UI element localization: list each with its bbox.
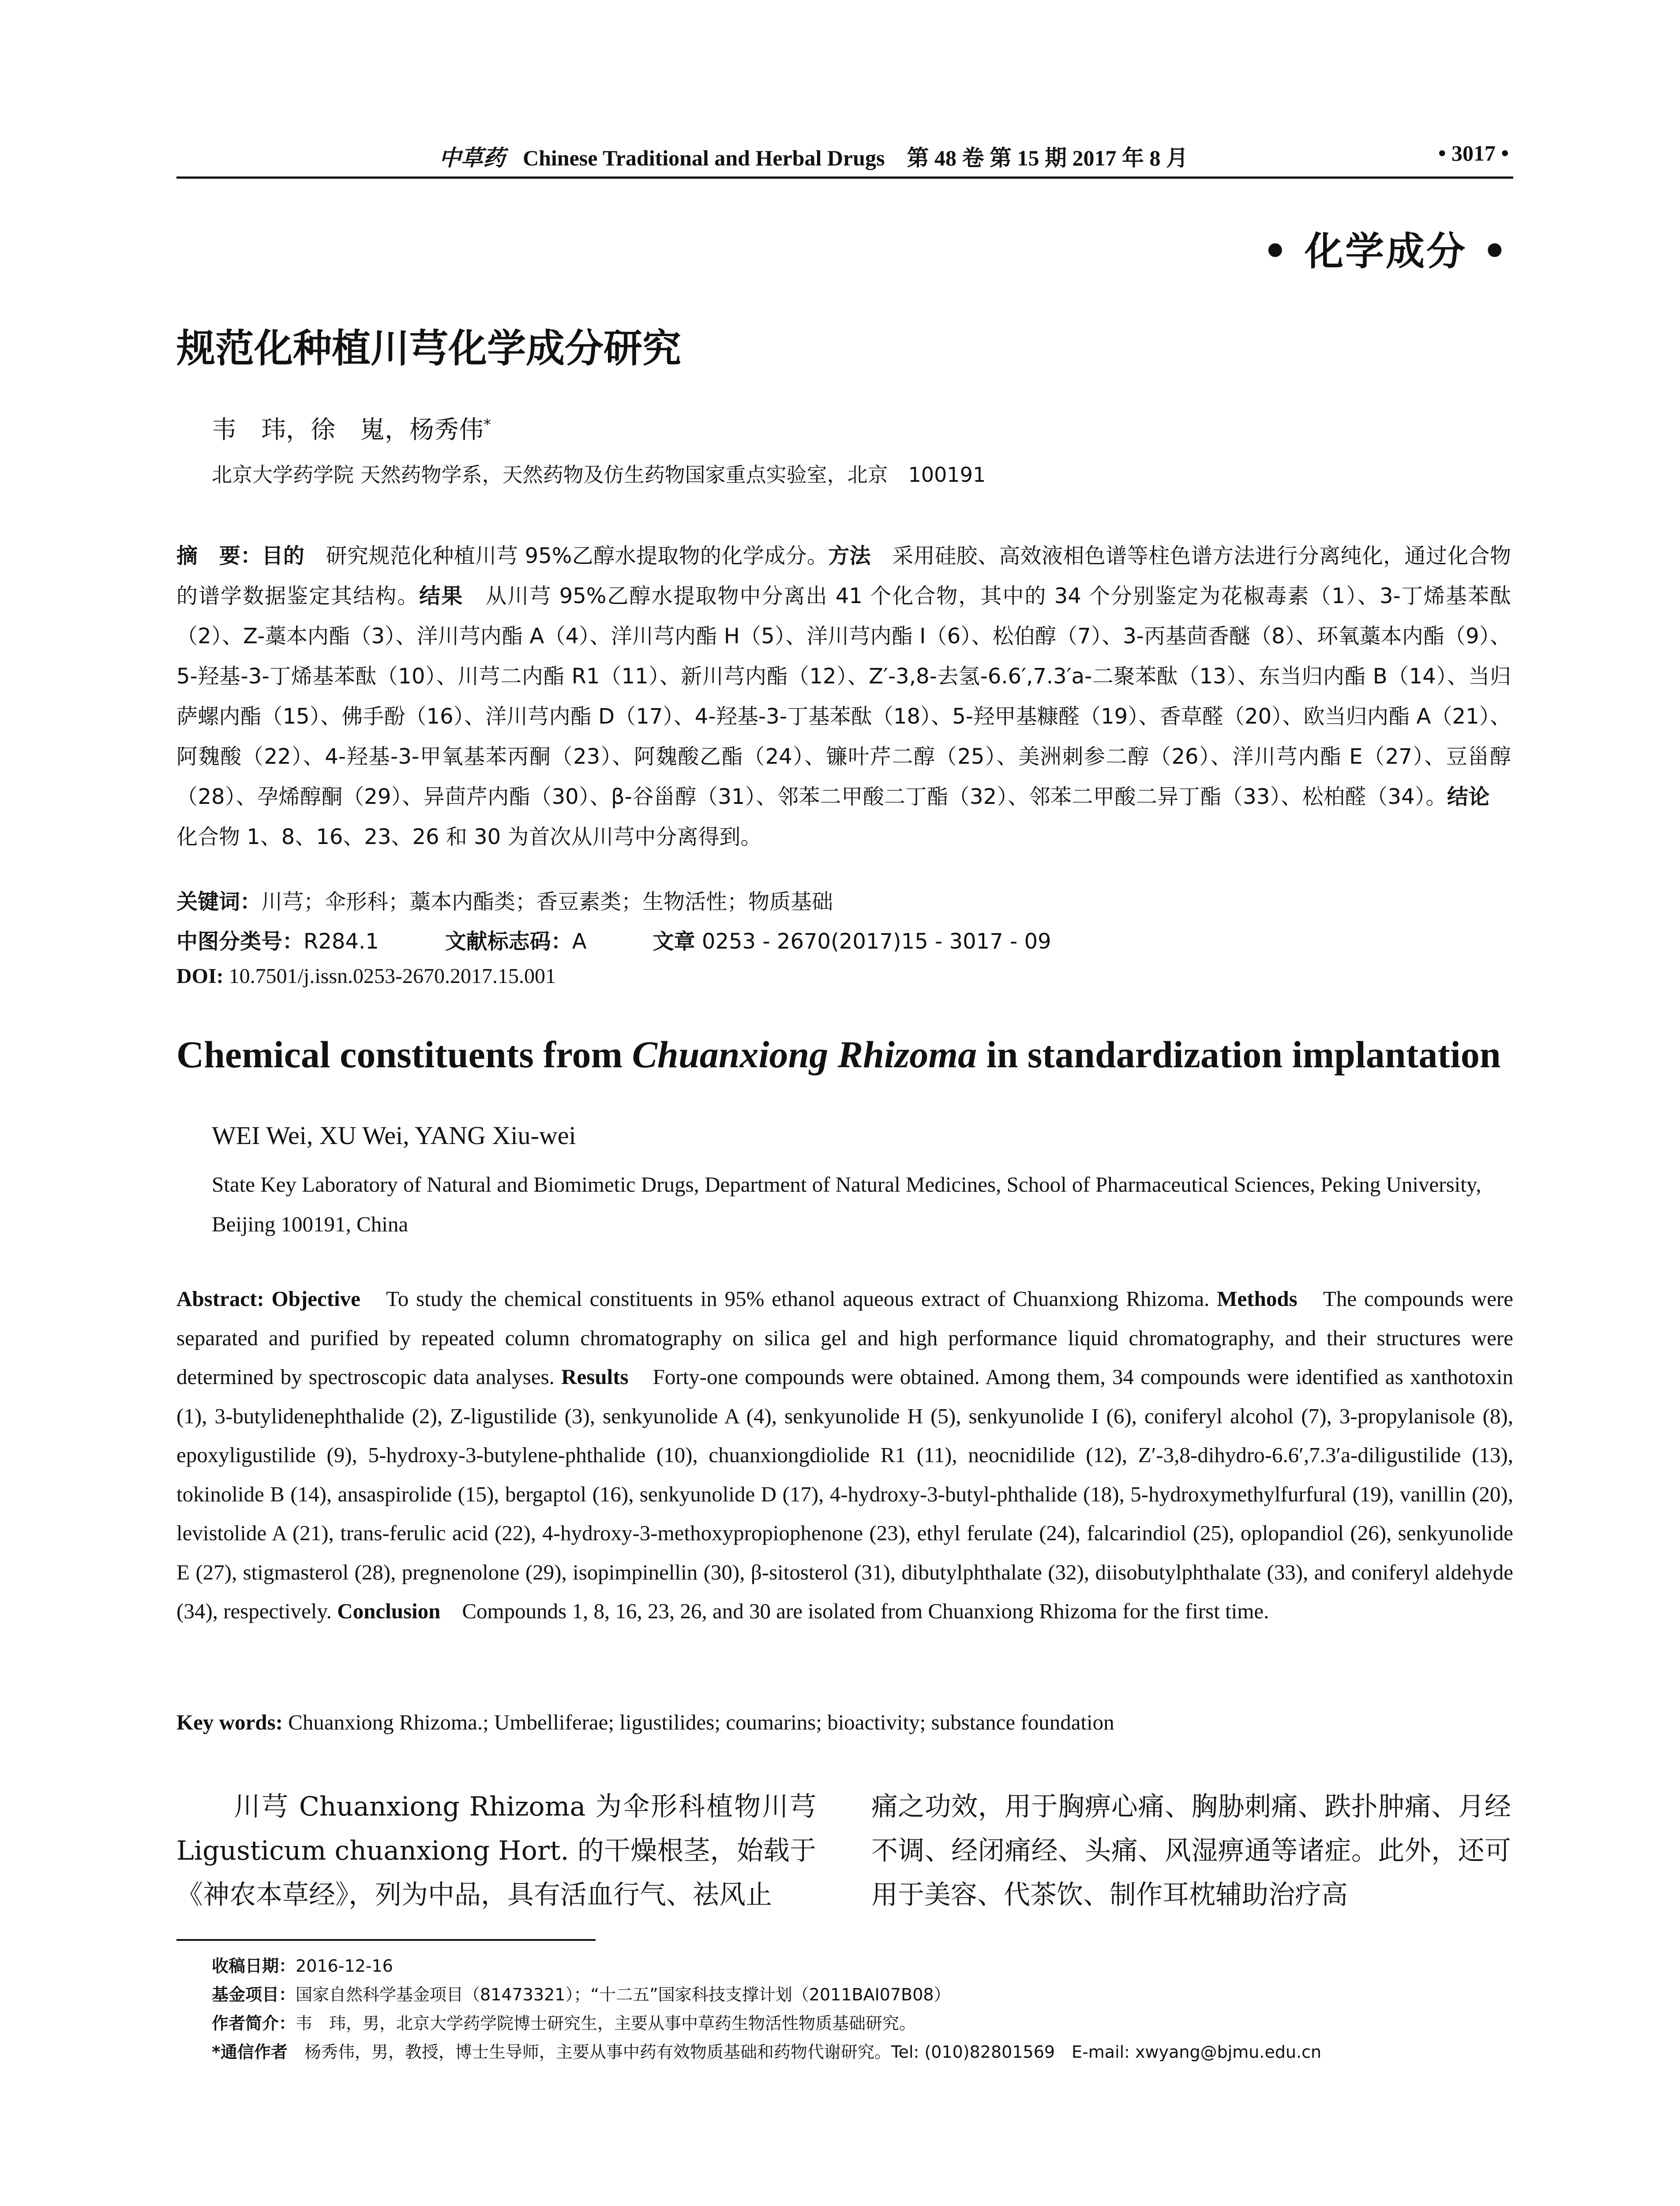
abstract-cn xyxy=(176,536,1511,857)
abstract-cn-result-label: 结果 xyxy=(419,584,464,608)
fund-value: 国家自然科学基金项目（81473321）；“十二五”国家科技支撑计划（2011BAI07B08） xyxy=(296,1985,951,2004)
abstract-cn-concl-label: 结论 xyxy=(1447,784,1490,809)
article-label: 文章 xyxy=(652,929,695,954)
keywords-en-text: Chuanxiong Rhizoma.; Umbelliferae; ligustilides; coumarins; bioactivity; substance foundation xyxy=(282,1710,1114,1734)
abstract-cn-method: 采用硅胶、高效液相色谱等柱色谱方法进行分离纯化，通过化合物的谱学数据鉴定其结构。 xyxy=(176,544,1511,608)
footnote-bio xyxy=(212,2010,916,2034)
keywords-en-label: Key words: xyxy=(176,1710,283,1734)
abstract-en-obj: To study the chemical constituents in 95% ethanol aqueous extract of Chuanxiong Rhizoma. xyxy=(360,1287,1217,1311)
doi-value: 10.7501/j.issn.0253-2670.2017.15.001 xyxy=(223,964,556,988)
abstract-cn-obj-label: 目的 xyxy=(262,544,305,568)
abstract-cn-method-label: 方法 xyxy=(828,544,871,568)
doc-value: A xyxy=(572,929,587,954)
keywords-en xyxy=(176,1710,1114,1735)
title-cn: 规范化种植川芎化学成分研究 xyxy=(176,326,682,371)
abstract-en-label: Abstract: Objective xyxy=(176,1287,360,1311)
running-header xyxy=(176,140,1513,171)
title-en-part1: Chemical constituents from xyxy=(176,1033,632,1076)
footnote-received xyxy=(212,1952,393,1977)
affiliation-cn: 北京大学药学院 天然药物学系，天然药物及仿生药物国家重点实验室，北京 100191 xyxy=(212,463,986,487)
corresponding-mark: * xyxy=(484,416,491,434)
abstract-en-method: The compounds were separated and purified by repeated column chromatography on silica gel and high performance liquid chromatography, and their structures were determined by spectroscopic data analyses. xyxy=(176,1287,1514,1389)
doi xyxy=(176,964,556,988)
abstract-en xyxy=(176,1279,1513,1631)
footnote-fund xyxy=(212,1981,951,2005)
corr-value: 杨秀伟，男，教授，博士生导师，主要从事中药有效物质基础和药物代谢研究。Tel: (010)82801569 E-mail: xwyang@bjmu.edu.cn xyxy=(287,2042,1322,2062)
abstract-cn-obj: 研究规范化种植川芎 95%乙醇水提取物的化学成分。 xyxy=(304,544,829,568)
abstract-en-result: Forty-one compounds were obtained. Among them, 34 compounds were identified as xanthotoxin (1), 3-butylidenephthalide (2), Z-ligustilide (3), senkyunolide A (4), senkyunolide H (5), senkyunolide I (6), coniferyl alcohol (7), 3-propylanisole (8), epoxyligustilide (9), 5-hydroxy-3-butylene-phthalide (10), chuanxiongdiolide R1 (11), neocnidilide (12), Z′-3,8-dihydro-6.6′,7.3′a-diligustilide (13), tokinolide B (14), ansaspirolide (15), bergaptol (16), senkyunolide D (17), 4-hydroxy-3-butyl-phthalide (18), 5-hydroxymethylfurfural (19), vanillin (20), levistolide A (21), trans-ferulic acid (22), 4-hydroxy-3-methoxypropiophenone (23), ethyl ferulate (24), falcarindiol (25), oplopandiol (26), senkyunolide E (27), stigmasterol (28), pregnenolone (29), isopimpinellin (30), β-sitosterol (31), dibutylphthalate (32), diisobutylphthalate (33), and coniferyl aldehyde (34), respectively. xyxy=(176,1365,1513,1623)
authors-en: WEI Wei, XU Wei, YANG Xiu-wei xyxy=(212,1121,576,1150)
title-en-part2: in standardization implantation xyxy=(977,1033,1501,1076)
received-label: 收稿日期： xyxy=(212,1956,296,1976)
header-rule xyxy=(176,176,1513,179)
journal-brand: 中草药 xyxy=(439,145,505,171)
received-value: 2016-12-16 xyxy=(296,1956,393,1976)
page-number: • 3017 • xyxy=(1438,141,1509,165)
bio-label: 作者简介： xyxy=(212,2014,296,2033)
doc-label: 文献标志码： xyxy=(445,929,572,954)
abstract-en-concl: Compounds 1, 8, 16, 23, 26, and 30 are isolated from Chuanxiong Rhizoma for the first time. xyxy=(440,1599,1269,1623)
corr-label: *通信作者 xyxy=(212,2042,288,2062)
clc-label: 中图分类号： xyxy=(176,929,304,954)
clc-value: R284.1 xyxy=(304,929,379,954)
abstract-cn-label: 摘 要： xyxy=(176,544,262,568)
journal-info xyxy=(439,140,1188,172)
abstract-cn-result: 从川芎 95%乙醇水提取物中分离出 41 个化合物，其中的 34 个分别鉴定为花椒毒素（1）、3-丁烯基苯酞（2）、Z-藁本内酯（3）、洋川芎内酯 A（4）、洋川芎内酯 H（5）、洋川芎内酯 I（6）、松伯醇（7）、3-丙基茴香醚（8）、环氧藁本内酯（9）、5-羟基-3-丁烯基苯酞（10）、川芎二内酯 R1（11）、新川芎内酯（12）、Z′-3,8-去氢-6.6′,7.3′a-二聚苯酞（13）、东当归内酯 B（14）、当归萨螺内酯（15）、佛手酚（16）、洋川芎内酯 D（17）、4-羟基-3-丁基苯酞（18）、5-羟甲基糠醛（19）、香草醛（20）、欧当归内酯 A（21）、阿魏酸（22）、4-羟基-3-甲氧基苯丙酮（23）、阿魏酸乙酯（24）、镰叶芹二醇（25）、美洲刺参二醇（26）、洋川芎内酯 E（27）、豆甾醇（28）、孕烯醇酮（29）、异茴芹内酯（30）、β-谷甾醇（31）、邻苯二甲酸二丁酯（32）、邻苯二甲酸二异丁酯（33）、松柏醛（34）。 xyxy=(176,584,1511,809)
authors-cn-names: 韦 玮，徐 嵬，杨秀伟 xyxy=(212,416,484,444)
abstract-en-result-label: Results xyxy=(561,1365,629,1389)
title-en-italic: Chuanxiong Rhizoma xyxy=(632,1033,977,1076)
authors-cn xyxy=(212,410,491,446)
keywords-cn-label: 关键词： xyxy=(176,889,262,914)
keywords-cn xyxy=(176,885,833,915)
footnote-rule xyxy=(176,1939,596,1941)
journal-issue: Chinese Traditional and Herbal Drugs 第 48 卷 第 15 期 2017 年 8 月 xyxy=(523,146,1188,170)
footnote-corresponding xyxy=(212,2038,1321,2063)
abstract-en-method-label: Methods xyxy=(1217,1287,1298,1311)
fund-label: 基金项目： xyxy=(212,1985,296,2004)
body-column-left: 川芎 Chuanxiong Rhizoma 为伞形科植物川芎 Ligusticum chuanxiong Hort. 的干燥根茎，始载于《神农本草经》，列为中品，具有活血行气、祛风止 xyxy=(176,1791,816,1910)
abstract-cn-concl: 化合物 1、8、16、23、26 和 30 为首次从川芎中分离得到。 xyxy=(176,784,1511,849)
doi-label: DOI: xyxy=(176,964,224,988)
affiliation-en: State Key Laboratory of Natural and Biomimetic Drugs, Department of Natural Medicines, School of Pharmaceutical Sciences, Peking University, Beijing 100191, China xyxy=(212,1172,1481,1236)
body-column-right: 痛之功效，用于胸痹心痛、胸胁刺痛、跌扑肿痛、月经不调、经闭痛经、头痛、风湿痹通等诸症。此外，还可用于美容、代茶饮、制作耳枕辅助治疗高 xyxy=(871,1791,1511,1910)
keywords-cn-text: 川芎；伞形科；藁本内酯类；香豆素类；生物活性；物质基础 xyxy=(261,889,833,914)
section-tag: • 化学成分 • xyxy=(1263,229,1509,274)
abstract-en-concl-label: Conclusion xyxy=(337,1599,441,1623)
title-en xyxy=(176,1032,1501,1077)
article-value: 0253 - 2670(2017)15 - 3017 - 09 xyxy=(695,929,1051,954)
bio-value: 韦 玮，男，北京大学药学院博士研究生，主要从事中草药生物活性物质基础研究。 xyxy=(296,2014,916,2033)
classification-cn xyxy=(176,924,1051,955)
